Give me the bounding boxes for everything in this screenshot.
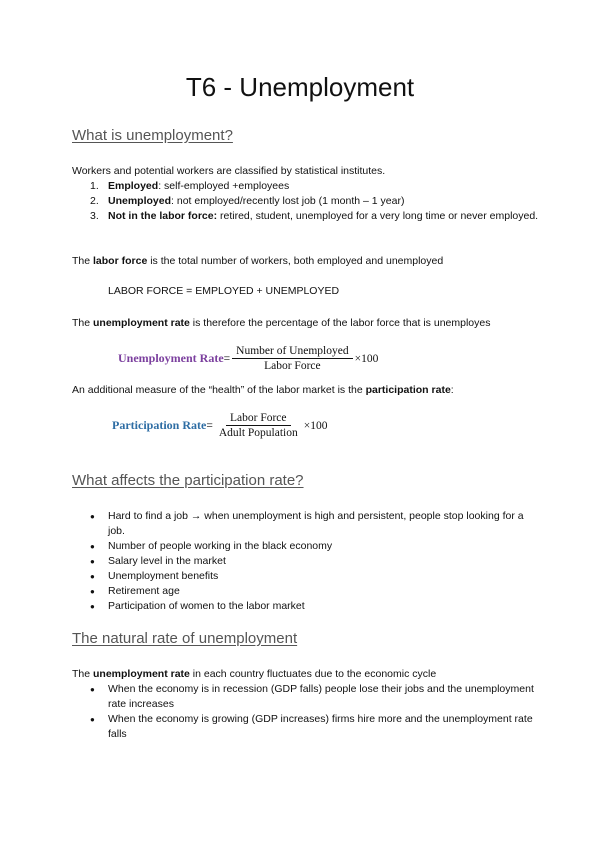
natural-rate-intro: The unemployment rate in each country fluctuates due to the economic cycle bbox=[72, 668, 437, 680]
classification-list bbox=[72, 179, 542, 224]
page-title: T6 - Unemployment bbox=[185, 72, 415, 102]
formula-fraction bbox=[232, 345, 352, 372]
list-item: ● Retirement age bbox=[90, 585, 180, 597]
formula-numerator: Number of Unemployed bbox=[232, 345, 352, 359]
heading-natural-rate: The natural rate of unemployment bbox=[72, 630, 298, 647]
list-item: ● When the economy is in recession (GDP falls) people lose their jobs and the unemployment rate increases bbox=[90, 683, 534, 710]
unemployment-rate-paragraph: The unemployment rate is therefore the percentage of the labor force that is unemployes bbox=[72, 317, 491, 329]
list-item: 1. Employed: self-employed +employees bbox=[90, 180, 290, 192]
participation-paragraph: An additional measure of the “health” of the labor market is the participation rate: bbox=[72, 384, 454, 396]
list-item: ● Participation of women to the labor market bbox=[90, 600, 305, 612]
list-item: 2. Unemployed: not employed/recently lost job (1 month – 1 year) bbox=[90, 195, 405, 207]
list-item: ● When the economy is growing (GDP increases) firms hire more and the unemployment rate falls bbox=[90, 713, 533, 740]
formula-denominator: Labor Force bbox=[264, 360, 321, 372]
formula-numerator: Labor Force bbox=[226, 412, 291, 426]
formula-denominator: Adult Population bbox=[218, 427, 298, 439]
list-item: ● Number of people working in the black economy bbox=[90, 540, 333, 552]
list-item: ● Hard to find a job → when unemployment is high and persistent, people stop looking for a job. bbox=[90, 510, 524, 537]
unemployment-rate-formula: Unemployment Rate = $\frac{\text{Number of Unemployed}}{\text{Labor Force}}$ ×100 bbox=[118, 345, 379, 372]
list-item: 3. Not in the labor force: retired, student, unemployed for a very long time or never employed. bbox=[90, 210, 539, 222]
participation-factors-list bbox=[72, 509, 542, 614]
formula-name: Unemployment Rate bbox=[118, 351, 224, 365]
list-item: ● Salary level in the market bbox=[90, 555, 226, 567]
labor-force-equation: LABOR FORCE = EMPLOYED + UNEMPLOYED bbox=[108, 285, 340, 297]
heading-participation-factors: What affects the participation rate? bbox=[72, 472, 304, 489]
list-item: ● Unemployment benefits bbox=[90, 570, 219, 582]
participation-rate-formula: Participation Rate = $\frac{\text{Labor Force}}{\text{Adult Population}}$ ×100 bbox=[112, 412, 328, 439]
economic-cycle-list bbox=[72, 682, 542, 742]
heading-what-is-unemployment: What is unemployment? bbox=[72, 127, 233, 144]
labor-force-paragraph: The labor force is the total number of workers, both employed and unemployed bbox=[72, 255, 444, 267]
intro-paragraph: Workers and potential workers are classified by statistical institutes. bbox=[72, 165, 386, 177]
formula-name: Participation Rate bbox=[112, 418, 207, 432]
formula-fraction bbox=[215, 412, 302, 439]
